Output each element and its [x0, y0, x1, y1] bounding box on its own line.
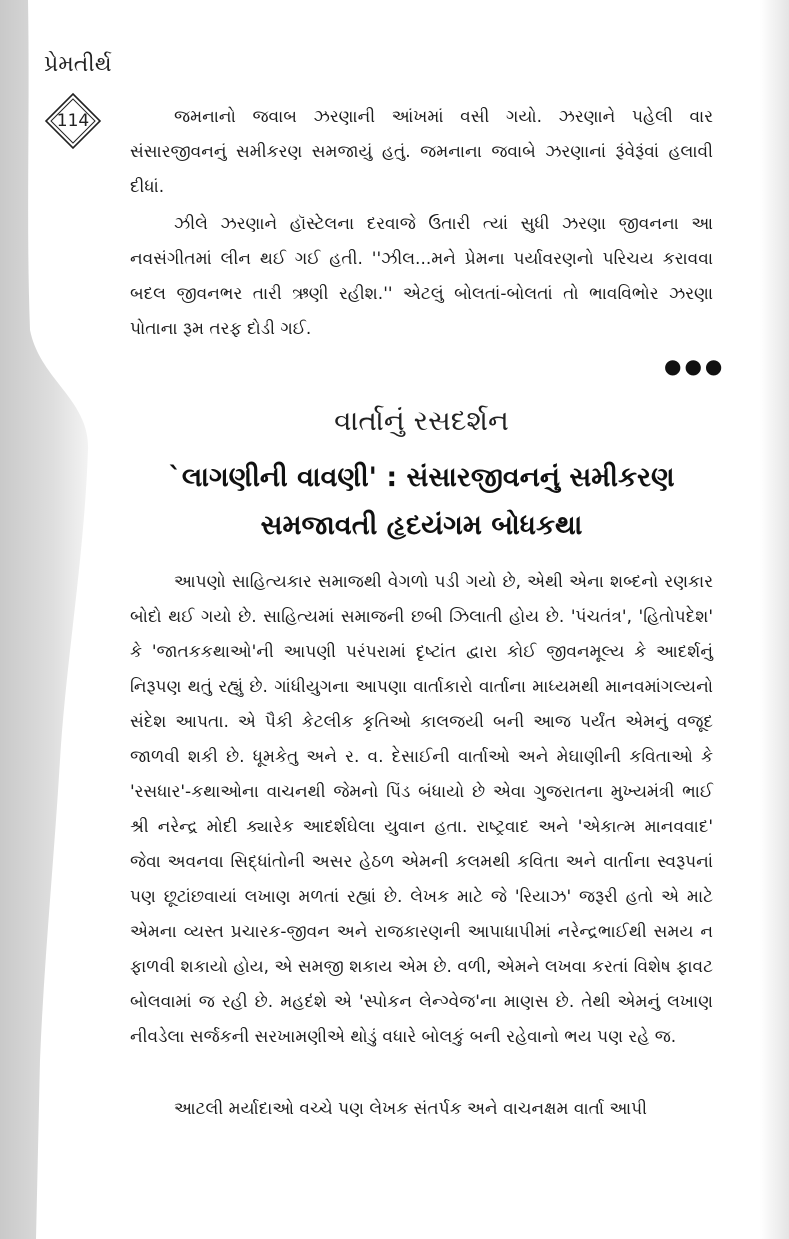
analysis-heading-line1: `લાગણીની વાવણી' : સંસારજીવનનું સમીકરણ [168, 462, 675, 493]
page-number-badge [44, 92, 102, 150]
page-number: 114 [56, 111, 90, 131]
story-paragraph: જમનાનો જવાબ ઝરણાની આંખમાં વસી ગયો. ઝરણાને પહેલી વાર સંસારજીવનનું સમીકરણ સમજાયું હતું. જમનાના જવાબે ઝરણાનાં રૂંવેરૂંવાં હલાવી દીધાં. [130, 107, 713, 197]
story-paragraph: ઝીલે ઝરણાને હૉસ્ટેલના દરવાજે ઉતારી ત્યાં સુધી ઝરણા જીવનના આ નવસંગીતમાં લીન થઈ ગઈ હતી. ''ઝીલ...મને પ્રેમના પર્યાવરણનો પરિચય કરાવવા બદલ જીવનભર તારી ઋણી રહીશ.'' એટલું બોલતાં-બોલતાં તો ભાવવિભોર ઝરણા પોતાના રૂમ તરફ દોડી ગઈ. [130, 214, 713, 339]
book-title: પ્રેમતીર્થ [44, 52, 112, 77]
analysis-section-title: વાર્તાનું રસદર્શન [334, 404, 509, 437]
analysis-paragraph: આપણો સાહિત્યકાર સમાજથી વેગળો પડી ગયો છે, એથી એના શબ્દનો રણકાર બોદો થઈ ગયો છે. સાહિત્યમાં સમાજની છબી ઝિલાતી હોય છે. 'પંચતંત્ર', 'હિતોપદેશ' કે 'જાતકકથાઓ'ની આપણી પરંપરામાં દૃષ્ટાંત દ્વારા કોઈ જીવનમૂલ્ય કે આદર્શનું નિરૂપણ થતું રહ્યું છે. ગાંધીયુગના આપણા વાર્તાકારો વાર્તાના માધ્યમથી માનવમાંગલ્યનો સંદેશ આપતા. એ પૈકી કેટલીક કૃતિઓ કાલજયી બની આજ પર્યંત એમનું વજૂદ જાળવી શકી છે. ધૂમકેતુ અને ર. વ. દેસાઈની વાર્તાઓ અને મેઘાણીની કવિતાઓ કે 'રસધાર'-કથાઓના વાચનથી જેમનો પિંડ બંધાયો છે એવા ગુજરાતના મુખ્યમંત્રી ભાઈ શ્રી નરેન્દ્ર મોદી ક્યારેક આદર્શઘેલા યુવાન હતા. રાષ્ટ્રવાદ અને 'એકાત્મ માનવવાદ' જેવા અવનવા સિદ્ધાંતોની અસર હેઠળ એમની કલમથી કવિતા અને વાર્તાના સ્વરૂપનાં પણ છૂટાંછવાયાં લખાણ મળતાં રહ્યાં છે. લેખક માટે જે 'રિયાઝ' જરૂરી હતો એ માટે એમના વ્યસ્ત પ્રચારક-જીવન અને રાજકારણની આપાધાપીમાં નરેન્દ્રભાઈથી સમય ન ફાળવી શકાયો હોય, એ સમજી શકાય એમ છે. વળી, એમને લખવા કરતાં વિશેષ ફાવટ બોલવામાં જ રહી છે. મહદંશે એ 'સ્પોકન લેન્ગ્વેજ'ના માણસ છે. તેથી એમનું લખાણ નીવડેલા સર્જકની સરખામણીએ થોડું વધારે બોલકું બની રહેવાનો ભય પણ રહે જ. [130, 572, 713, 1047]
analysis-heading-line2: સમજાવતી હૃદયંગમ બોધકથા [260, 510, 583, 541]
analysis-paragraph: આટલી મર્યાદાઓ વચ્ચે પણ લેખક સંતર્પક અને વાચનક્ષમ વાર્તા આપી [174, 1099, 647, 1119]
section-separator: ●●● [664, 354, 726, 378]
